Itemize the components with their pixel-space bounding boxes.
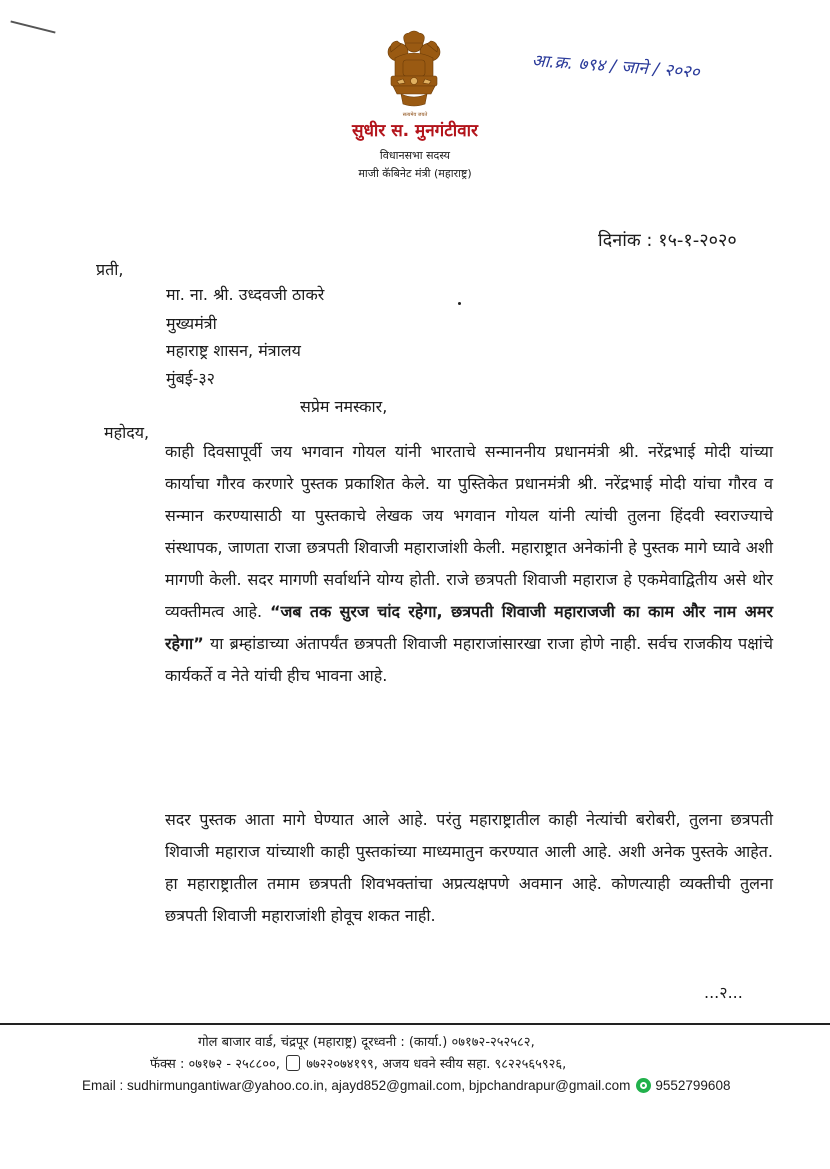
- scan-speck: [458, 302, 461, 305]
- paragraph-1-continuation: या ब्रम्हांडाच्या अंतापर्यंत छत्रपती शिवाजी महाराजांसारखा राजा होणे नाही. सर्वच राजकीय पक्षांचे कार्यकर्ते व नेते यांची हीच भावना आहे.: [165, 634, 773, 685]
- footer-divider: [0, 1023, 830, 1025]
- letter-date: दिनांक : १५-१-२०२०: [598, 230, 737, 251]
- body-paragraph-2: सदर पुस्तक आता मागे घेण्यात आले आहे. परंतु महाराष्ट्रातील काही नेत्यांची बरोबरी, तुलना छत्रपती शिवाजी महाराज यांच्याशी काही पुस्तकांच्या माध्यमातुन करण्यात आली आहे. अशी अनेक पुस्तके आहेत. हा महाराष्ट्रातील तमाम छत्रपती शिवभक्तांचा अप्रत्यक्षपणे अवमान आहे. कोणत्याही व्यक्तीची तुलना छत्रपती शिवाजी महाराजांशी होवूच शकत नाही.: [165, 810, 773, 925]
- footer-email: Email : sudhirmungantiwar@yahoo.co.in, ajayd852@gmail.com, bjpchandrapur@gmail.com: [82, 1078, 631, 1093]
- sender-designation: विधानसभा सदस्य: [379, 149, 451, 162]
- handwritten-reference: आ.क्र. ७९४ / जाने / २०२०: [531, 51, 701, 83]
- recipient-city: मुंबई-३२: [166, 369, 215, 388]
- footer-email-line: [82, 1078, 730, 1093]
- recipient-name: मा. ना. श्री. उध्दवजी ठाकरे: [166, 285, 325, 304]
- sender-former-designation: माजी कॅबिनेट मंत्री (महाराष्ट्र): [358, 167, 472, 180]
- sender-name: सुधीर स. मुनगंटीवार: [351, 121, 479, 141]
- scan-mark: [10, 20, 55, 33]
- body-paragraph-1: [165, 436, 773, 692]
- to-label: प्रती,: [96, 260, 124, 279]
- footer-mobile: ७७२२०७४१९९, अजय धवने स्वीय सहा. ९८२२५६५९२६,: [306, 1057, 567, 1072]
- footer-contact: [150, 1054, 566, 1072]
- quote-text: “जब तक सुरज चांद रहेगा, छत्रपती शिवाजी महाराजजी का काम और नाम अमर रहेगा”: [165, 602, 773, 653]
- paragraph-1-text: काही दिवसापूर्वी जय भगवान गोयल यांनी भारताचे सन्माननीय प्रधानमंत्री श्री. नरेंद्रभाई मोदी यांच्या कार्याचा गौरव करणारे पुस्तक प्रकाशित केले. या पुस्तिकेत प्रधानमंत्री श्री. नरेंद्रभाई मोदी यांचा गौरव व सन्मान करण्यासाठी या पुस्तकाचे लेखक जय भगवान गोयल यांनी त्यांची तुलना हिंदवी स्वराज्याचे संस्थापक, जाणता राजा छत्रपती शिवाजी महाराजांशी केली. महाराष्ट्रात अनेकांनी हे पुस्तक मागे घ्यावे अशी मागणी केली. सदर मागणी सर्वार्थाने योग्य होती. राजे छत्रपती शिवाजी महाराज हे एकमेवाद्वितीय असे थोर व्यक्तीमत्व आहे.: [165, 442, 773, 621]
- page-continuation: ...२...: [704, 983, 743, 1002]
- salutation: महोदय,: [104, 423, 150, 442]
- mobile-phone-icon: [286, 1055, 300, 1071]
- footer-fax: फॅक्स : ०७१७२ - २५८८००,: [150, 1057, 280, 1072]
- whatsapp-icon: [636, 1078, 651, 1093]
- emblem-motto: सत्यमेव जयते: [402, 112, 428, 118]
- recipient-office: महाराष्ट्र शासन, मंत्रालय: [166, 341, 301, 360]
- footer-address: गोल बाजार वार्ड, चंद्रपूर (महाराष्ट्र) दूरध्वनी : (कार्या.) ०७१७२-२५२५८२,: [198, 1035, 535, 1050]
- footer-whatsapp: 9552799608: [655, 1078, 731, 1093]
- greeting: सप्रेम नमस्कार,: [300, 397, 388, 416]
- recipient-title: मुख्यमंत्री: [166, 314, 217, 333]
- national-emblem-icon: [383, 30, 445, 116]
